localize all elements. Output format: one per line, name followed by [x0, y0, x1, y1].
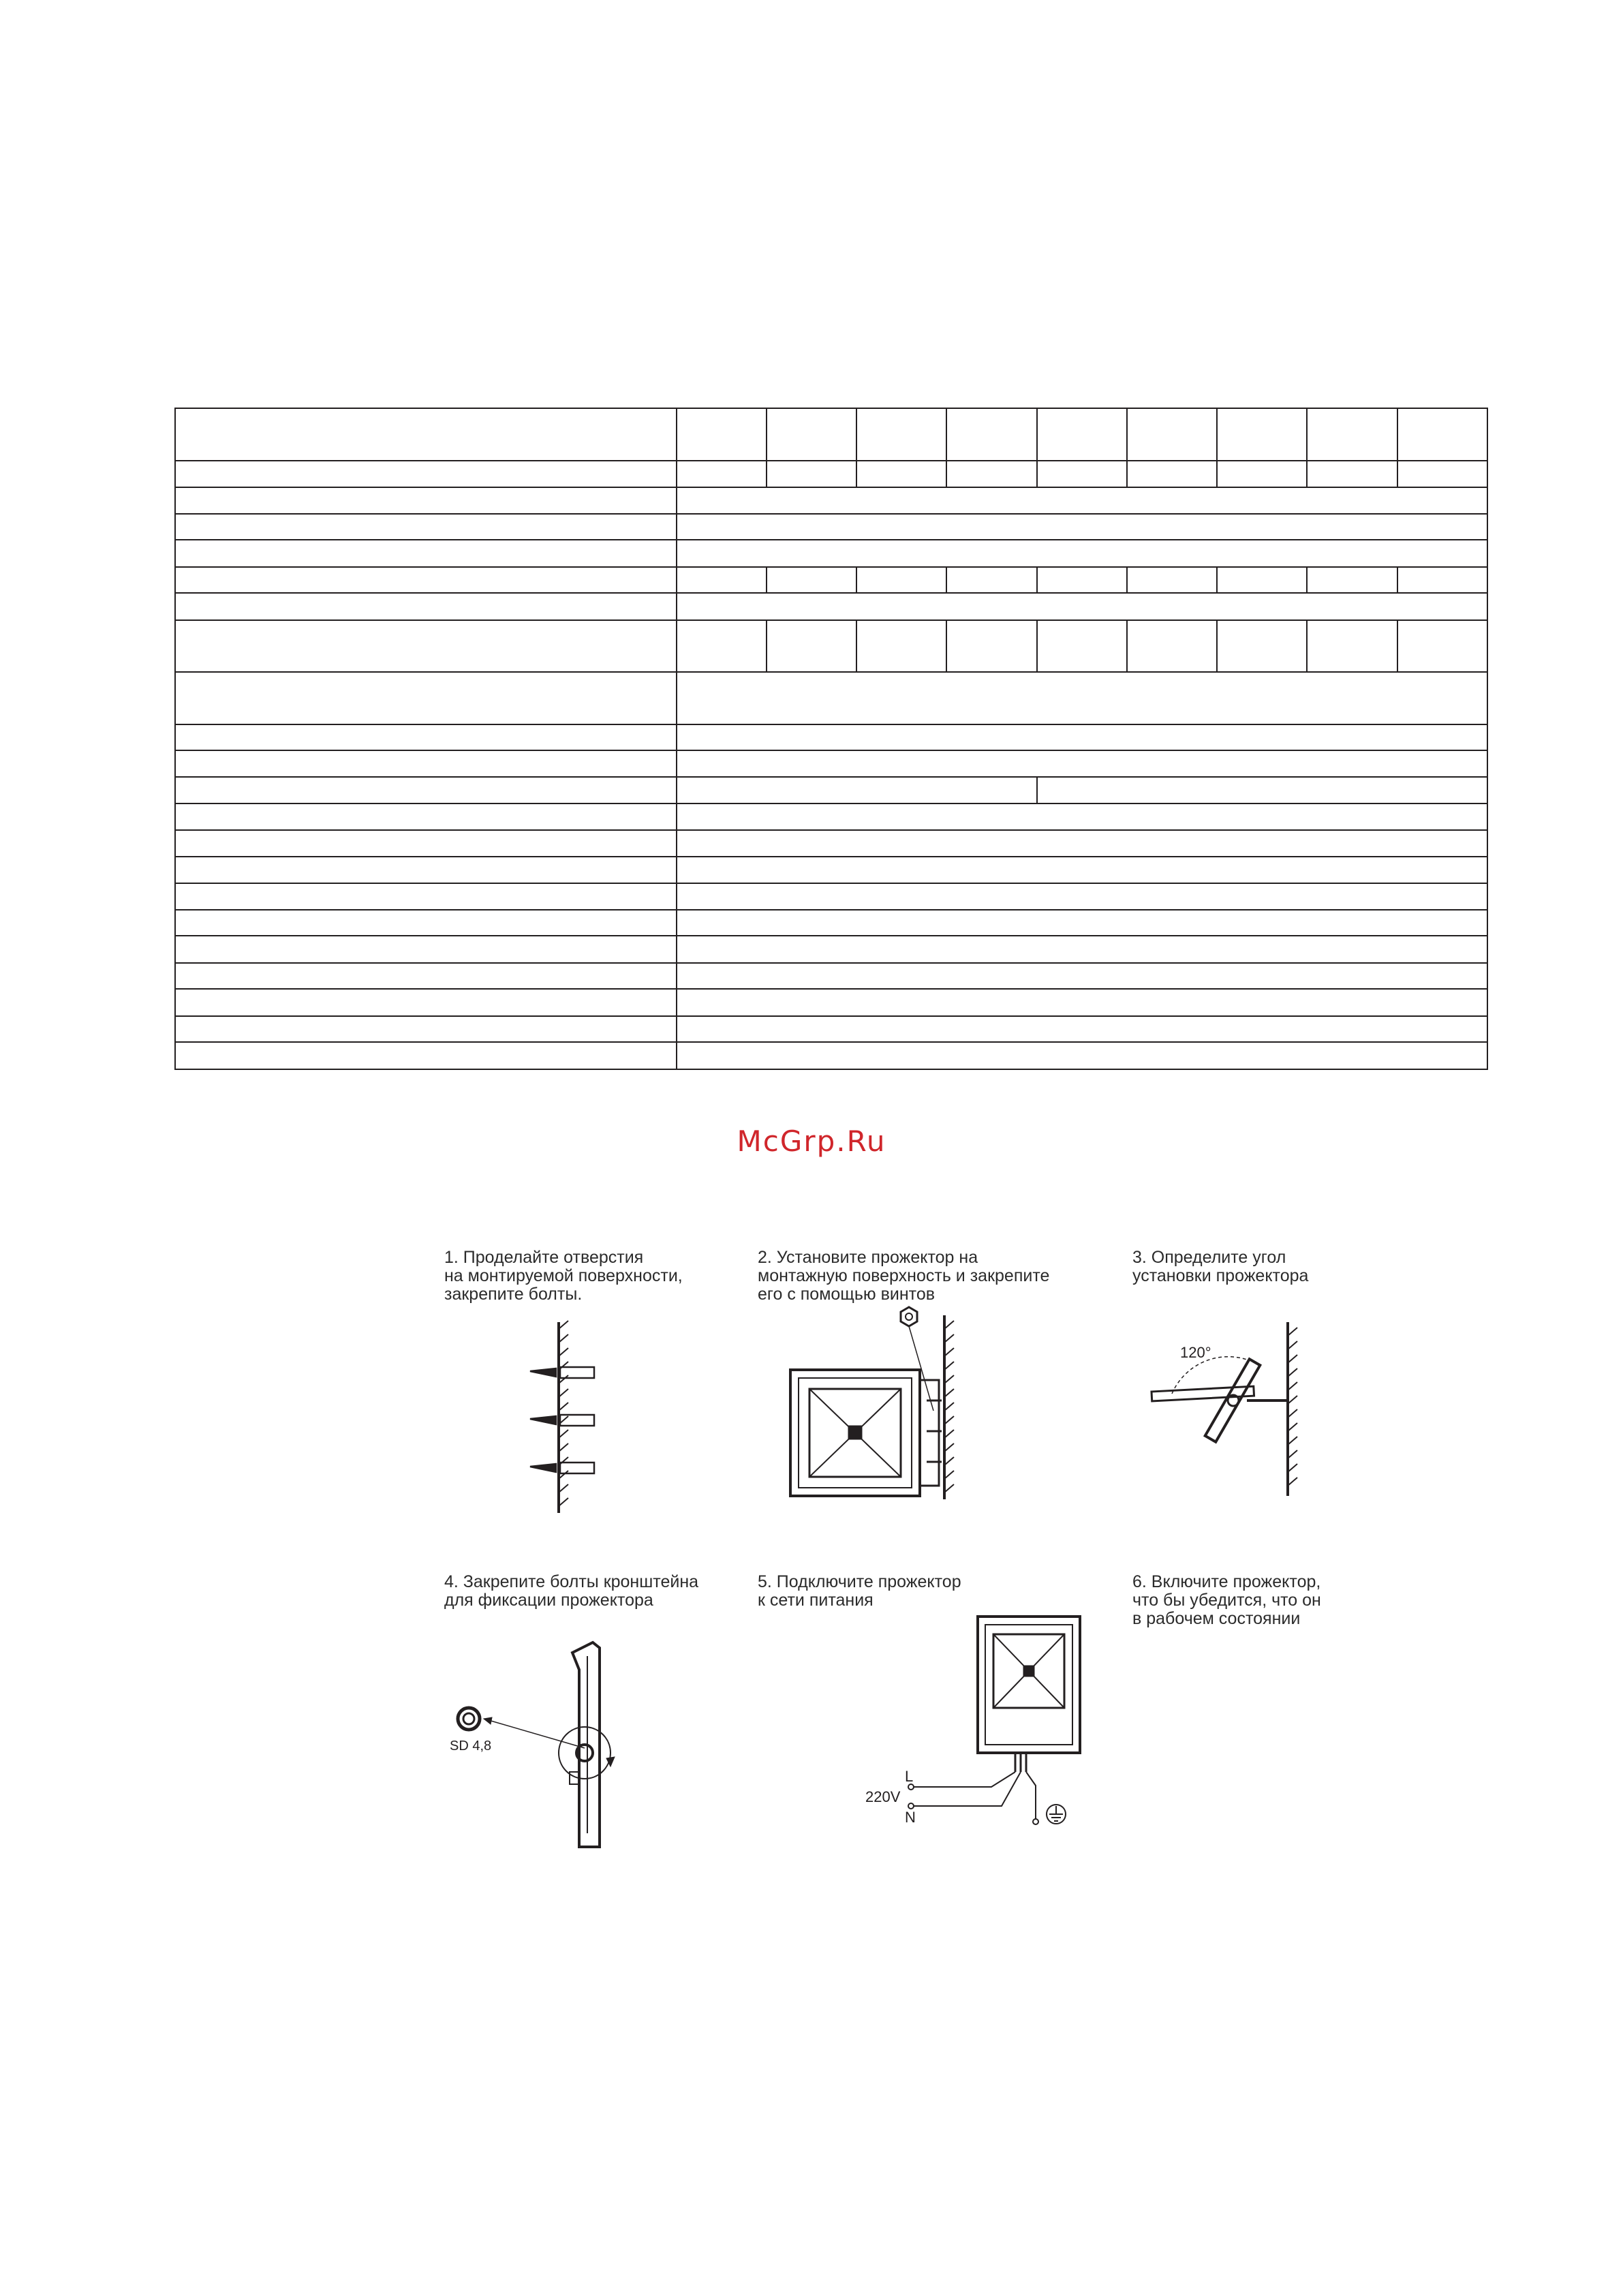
table-row — [175, 487, 1487, 513]
table-row — [175, 830, 1487, 857]
voltage-label: 220V — [865, 1788, 901, 1805]
table-row — [175, 989, 1487, 1015]
wall-hatching — [1288, 1328, 1297, 1486]
wiring-illustration — [845, 1608, 1131, 1833]
floodlight-mount-illustration — [784, 1302, 961, 1506]
step-2-caption: 2. Установите прожектор на монтажную поверхность и закрепите его с помощью винтов — [758, 1248, 1050, 1304]
watermark: McGrp.Ru — [737, 1124, 886, 1158]
table-row — [175, 540, 1487, 566]
table-row — [175, 963, 1487, 989]
table-row — [175, 514, 1487, 540]
table-row — [175, 567, 1487, 593]
table-row — [175, 1042, 1487, 1069]
spec-table — [174, 408, 1488, 1070]
live-label: L — [905, 1768, 914, 1785]
bolt-label: SD 4,8 — [450, 1739, 492, 1754]
bracket-bolts-illustration — [436, 1629, 640, 1854]
table-row — [175, 461, 1487, 487]
bolt-icon — [458, 1708, 480, 1730]
table-row — [175, 620, 1487, 672]
table-row — [175, 750, 1487, 776]
table-row — [175, 803, 1487, 829]
table-row — [175, 910, 1487, 936]
wall-bolts-illustration — [518, 1315, 613, 1520]
step-4-caption: 4. Закрепите болты кронштейна для фиксации прожектора — [444, 1572, 699, 1610]
table-row — [175, 724, 1487, 750]
angle-setting-illustration — [1145, 1315, 1335, 1499]
bolt-icon — [530, 1367, 594, 1473]
table-row — [175, 593, 1487, 619]
table-row — [175, 857, 1487, 883]
table-row — [175, 1016, 1487, 1042]
step-3-caption: 3. Определите угол установки прожектора — [1132, 1248, 1309, 1285]
step-1-caption: 1. Проделайте отверстия на монтируемой поверхности, закрепите болты. — [444, 1248, 683, 1304]
ground-icon — [1047, 1805, 1066, 1824]
wall-hatching — [944, 1321, 954, 1493]
table-row — [175, 936, 1487, 962]
neutral-label: N — [905, 1809, 916, 1826]
table-row — [175, 777, 1487, 803]
step-6-caption: 6. Включите прожектор, что бы убедится, что он в рабочем состоянии — [1132, 1572, 1321, 1628]
step-5-caption: 5. Подключите прожектор к сети питания — [758, 1572, 961, 1610]
screw-head-icon — [901, 1307, 917, 1326]
table-row — [175, 883, 1487, 910]
table-row — [175, 672, 1487, 724]
table-row — [175, 408, 1487, 461]
angle-label: 120° — [1180, 1344, 1211, 1361]
